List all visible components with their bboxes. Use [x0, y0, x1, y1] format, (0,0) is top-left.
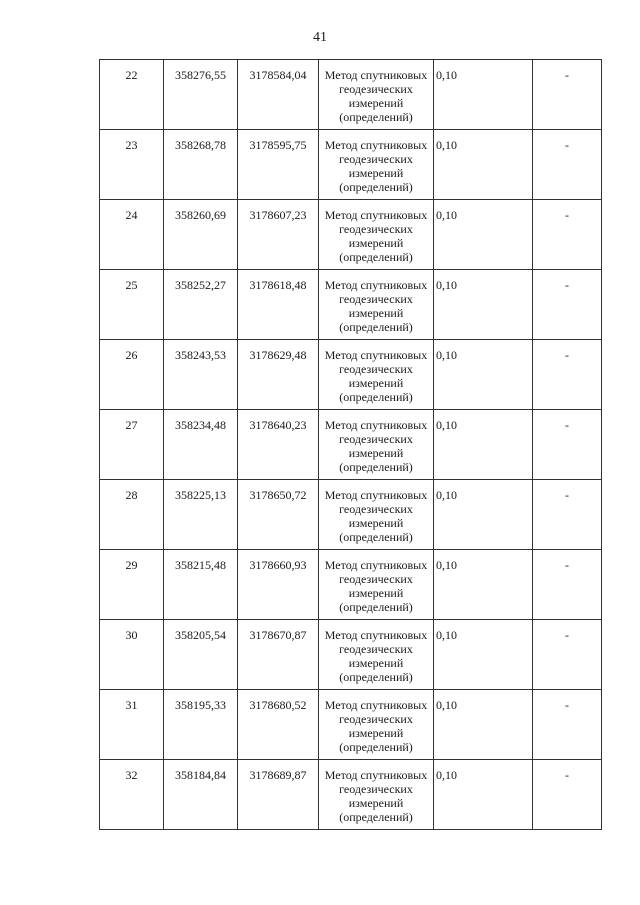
method-line: измерений	[348, 726, 404, 740]
method-line: геодезических	[339, 572, 413, 586]
method-line: Метод спутниковых	[324, 698, 428, 712]
note-value: -	[533, 760, 602, 830]
method-line: геодезических	[339, 362, 413, 376]
accuracy-value: 0,10	[434, 690, 533, 760]
method-line: (определений)	[339, 320, 413, 334]
coordinates-table-body	[100, 60, 602, 830]
method-line: Метод спутниковых	[324, 558, 428, 572]
accuracy-value: 0,10	[434, 410, 533, 480]
table-row	[100, 760, 602, 830]
coordinates-table	[99, 59, 602, 830]
method-line: измерений	[348, 236, 404, 250]
method-line: измерений	[348, 586, 404, 600]
method-cell	[319, 270, 434, 340]
coordinate-x: 358215,48	[164, 550, 238, 620]
accuracy-value: 0,10	[434, 340, 533, 410]
accuracy-value: 0,10	[434, 60, 533, 130]
point-number: 27	[100, 410, 164, 480]
method-cell	[319, 550, 434, 620]
note-value: -	[533, 200, 602, 270]
coordinate-x: 358205,54	[164, 620, 238, 690]
point-number: 32	[100, 760, 164, 830]
coordinate-x: 358252,27	[164, 270, 238, 340]
coordinate-y: 3178629,48	[238, 340, 319, 410]
table-row	[100, 620, 602, 690]
method-cell	[319, 130, 434, 200]
coordinate-x: 358195,33	[164, 690, 238, 760]
coordinate-x: 358260,69	[164, 200, 238, 270]
coordinate-y: 3178618,48	[238, 270, 319, 340]
point-number: 29	[100, 550, 164, 620]
method-line: Метод спутниковых	[324, 278, 428, 292]
method-line: Метод спутниковых	[324, 768, 428, 782]
point-number: 25	[100, 270, 164, 340]
method-line: (определений)	[339, 250, 413, 264]
note-value: -	[533, 480, 602, 550]
coordinate-x: 358268,78	[164, 130, 238, 200]
point-number: 22	[100, 60, 164, 130]
note-value: -	[533, 550, 602, 620]
accuracy-value: 0,10	[434, 620, 533, 690]
table-row	[100, 200, 602, 270]
note-value: -	[533, 690, 602, 760]
method-line: Метод спутниковых	[324, 138, 428, 152]
method-line: Метод спутниковых	[324, 348, 428, 362]
point-number: 28	[100, 480, 164, 550]
table-row	[100, 270, 602, 340]
coordinate-x: 358276,55	[164, 60, 238, 130]
accuracy-value: 0,10	[434, 550, 533, 620]
coordinate-y: 3178660,93	[238, 550, 319, 620]
coordinate-y: 3178595,75	[238, 130, 319, 200]
coordinate-y: 3178689,87	[238, 760, 319, 830]
coordinate-y: 3178670,87	[238, 620, 319, 690]
method-line: измерений	[348, 376, 404, 390]
method-line: (определений)	[339, 670, 413, 684]
method-line: Метод спутниковых	[324, 68, 428, 82]
method-line: геодезических	[339, 502, 413, 516]
method-line: геодезических	[339, 152, 413, 166]
table-row	[100, 690, 602, 760]
table-row	[100, 60, 602, 130]
method-line: геодезических	[339, 82, 413, 96]
coordinate-y: 3178640,23	[238, 410, 319, 480]
coordinate-y: 3178680,52	[238, 690, 319, 760]
coordinate-x: 358184,84	[164, 760, 238, 830]
table-row	[100, 410, 602, 480]
note-value: -	[533, 130, 602, 200]
method-line: (определений)	[339, 460, 413, 474]
page-number: 41	[313, 30, 327, 45]
table-row	[100, 340, 602, 410]
method-line: измерений	[348, 306, 404, 320]
method-line: Метод спутниковых	[324, 208, 428, 222]
coordinate-x: 358225,13	[164, 480, 238, 550]
method-cell	[319, 690, 434, 760]
method-line: (определений)	[339, 180, 413, 194]
method-line: измерений	[348, 796, 404, 810]
method-line: геодезических	[339, 432, 413, 446]
method-line: измерений	[348, 516, 404, 530]
note-value: -	[533, 60, 602, 130]
coordinate-y: 3178607,23	[238, 200, 319, 270]
method-line: геодезических	[339, 642, 413, 656]
note-value: -	[533, 340, 602, 410]
note-value: -	[533, 410, 602, 480]
method-line: (определений)	[339, 110, 413, 124]
accuracy-value: 0,10	[434, 200, 533, 270]
table-row	[100, 130, 602, 200]
table-row	[100, 480, 602, 550]
method-line: (определений)	[339, 810, 413, 824]
point-number: 31	[100, 690, 164, 760]
method-line: геодезических	[339, 222, 413, 236]
accuracy-value: 0,10	[434, 760, 533, 830]
method-line: геодезических	[339, 292, 413, 306]
accuracy-value: 0,10	[434, 130, 533, 200]
method-line: геодезических	[339, 712, 413, 726]
method-cell	[319, 60, 434, 130]
coordinate-x: 358234,48	[164, 410, 238, 480]
method-cell	[319, 760, 434, 830]
method-line: Метод спутниковых	[324, 488, 428, 502]
coordinate-y: 3178584,04	[238, 60, 319, 130]
method-line: измерений	[348, 96, 404, 110]
point-number: 30	[100, 620, 164, 690]
method-line: (определений)	[339, 600, 413, 614]
accuracy-value: 0,10	[434, 270, 533, 340]
method-line: (определений)	[339, 740, 413, 754]
table-row	[100, 550, 602, 620]
method-cell	[319, 620, 434, 690]
note-value: -	[533, 620, 602, 690]
method-line: измерений	[348, 656, 404, 670]
method-line: геодезических	[339, 782, 413, 796]
method-line: измерений	[348, 166, 404, 180]
method-line: измерений	[348, 446, 404, 460]
point-number: 26	[100, 340, 164, 410]
coordinate-y: 3178650,72	[238, 480, 319, 550]
method-cell	[319, 340, 434, 410]
method-line: Метод спутниковых	[324, 628, 428, 642]
note-value: -	[533, 270, 602, 340]
point-number: 24	[100, 200, 164, 270]
point-number: 23	[100, 130, 164, 200]
method-line: (определений)	[339, 530, 413, 544]
method-cell	[319, 200, 434, 270]
method-cell	[319, 480, 434, 550]
method-cell	[319, 410, 434, 480]
accuracy-value: 0,10	[434, 480, 533, 550]
method-line: (определений)	[339, 390, 413, 404]
method-line: Метод спутниковых	[324, 418, 428, 432]
coordinate-x: 358243,53	[164, 340, 238, 410]
